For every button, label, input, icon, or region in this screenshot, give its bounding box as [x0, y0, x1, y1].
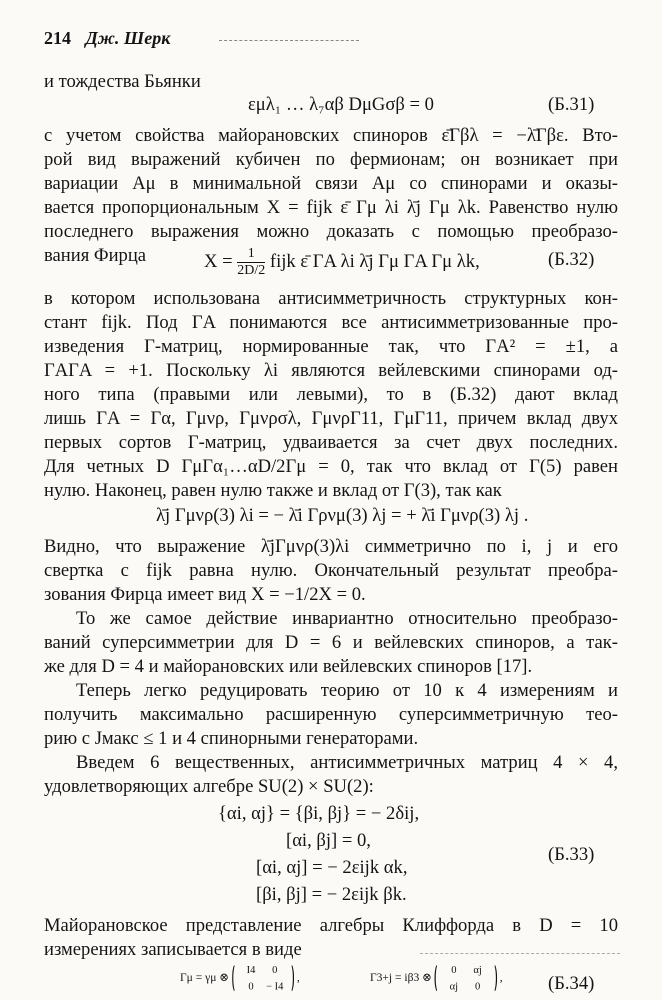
- equation-b32-fraction: [237, 246, 265, 279]
- text-line: ваний суперсимметрии для D = 6 и вейлевских спиноров, а так-: [44, 632, 618, 653]
- text-line: ΓAΓA = +1. Поскольку λi являются вейлевскими спинорами од-: [44, 360, 618, 381]
- text-line: Для четных D ΓμΓα₁…αD/2Γμ = 0, так что вклад от Γ(5) равен: [44, 456, 618, 477]
- equation-number-b33: (Б.33): [548, 844, 595, 865]
- matrix-cell: 0: [272, 963, 278, 976]
- equation-number-b31: (Б.31): [548, 94, 595, 115]
- fraction-numerator: 1: [237, 246, 265, 263]
- text-line: удовлетворяющих алгебре SU(2) × SU(2):: [44, 776, 374, 797]
- equation-b33-line2: [αi, βj] = 0,: [286, 830, 371, 851]
- text-line: изведения Γ-матриц, нормированные так, что ΓA² = ±1, а: [44, 336, 618, 357]
- equation-number-b34: (Б.34): [548, 973, 595, 994]
- text-line: с учетом свойства майорановских спиноров ε̄Γβλ = −λ̄Γβε. Вто-: [44, 125, 618, 146]
- equation-b34b-tail: ,: [499, 970, 503, 984]
- equation-gamma3: λ̄j Γμνρ(3) λi = − λ̄i Γρνμ(3) λj = + λ̄i Γμνρ(3) λj .: [156, 505, 529, 526]
- matrix-cell: 0: [451, 963, 457, 976]
- text-line: же для D = 4 и майорановских или вейлевских спиноров [17].: [44, 656, 533, 677]
- matrix-b34a: [232, 962, 294, 994]
- equation-b34-line1: [180, 962, 300, 994]
- text-line: свертка с fijk равна нулю. Окончательный результат преобра-: [44, 560, 618, 581]
- text-line: Теперь легко редуцировать теорию от 10 к 4 измерениям и: [76, 680, 618, 701]
- equation-b34b-lhs: Γ3+j = iβ3 ⊗: [370, 970, 432, 984]
- text-line: в котором использована антисимметричность структурных кон-: [44, 288, 618, 309]
- text-line: ного типа (правыми или левыми), то в (Б.32) дают вклад: [44, 384, 618, 405]
- equation-b33-line1: {αi, αj} = {βi, βj} = − 2δij,: [218, 803, 420, 824]
- text-line: последнего выражения можно доказать с помощью преобразо-: [44, 221, 618, 242]
- text-line: Введем 6 вещественных, антисимметричных матриц 4 × 4,: [76, 752, 618, 773]
- matrix-cell: 0: [474, 979, 481, 992]
- fraction-denominator: 2D/2: [237, 263, 266, 278]
- equation-b33-line3: [αi, αj] = − 2εijk αk,: [256, 857, 408, 878]
- matrix-cell: αj: [473, 963, 482, 976]
- text-line: Видно, что выражение λ̄jΓμνρ(3)λi симметрично по i, j и его: [44, 536, 618, 557]
- text-line: вания Фирца: [44, 245, 147, 266]
- scan-artifact-dash: [420, 953, 620, 954]
- equation-b34-line2: [370, 962, 503, 994]
- text-line: и тождества Бьянки: [44, 71, 201, 92]
- text-line: зования Фирца имеет вид X = −1/2X = 0.: [44, 584, 366, 605]
- running-header: [44, 28, 170, 49]
- text-line: лишь ΓA = Γα, Γμνρ, Γμνρσλ, ΓμνρΓ11, ΓμΓ11, причем вклад двух: [44, 408, 618, 429]
- matrix-b34b: [435, 962, 497, 994]
- text-line: стант fijk. Под ΓA понимаются все антисимметризованные про-: [44, 312, 618, 333]
- text-line: нулю. Наконец, равен нулю также и вклад от Γ(3), так как: [44, 480, 502, 501]
- text-line: рой вид выражений кубичен по фермионам; он возникает при: [44, 149, 618, 170]
- equation-b31: εμλ₁ … λ₇αβ DμGσβ = 0: [248, 94, 434, 115]
- text-line: вается пропорциональным X = fijk ε̄ Γμ λi λ̄j Γμ λk. Равенство нулю: [44, 197, 618, 218]
- text-line: первых сортов Γ-матриц, удваивается за счет двух последних.: [44, 432, 618, 453]
- text-line: измерениях записывается в виде: [44, 939, 302, 960]
- equation-b33-line4: [βi, βj] = − 2εijk βk.: [256, 884, 407, 905]
- equation-b34a-lhs: Γμ = γμ ⊗: [180, 970, 229, 984]
- equation-number-b32: (Б.32): [548, 249, 595, 270]
- equation-b32: [204, 246, 480, 279]
- matrix-cell: αj: [449, 979, 459, 992]
- header-rule: [219, 40, 359, 41]
- equation-b34a-tail: ,: [296, 970, 300, 984]
- running-author: Дж. Шерк: [85, 28, 171, 48]
- text-line: Майорановское представление алгебры Клиффорда в D = 10: [44, 915, 618, 936]
- matrix-cell: − I4: [266, 979, 284, 992]
- matrix-cell: I4: [246, 963, 256, 976]
- text-line: получить максимально расширенную суперсимметричную тео-: [44, 704, 618, 725]
- equation-b32-lhs: X =: [204, 250, 233, 272]
- matrix-cell: 0: [248, 979, 254, 992]
- equation-b32-rhs: fijk ε̄ ΓA λi λ̄j Γμ ΓA Γμ λk,: [269, 250, 480, 272]
- text-line: рию с Jмакс ≤ 1 и 4 спинорными генераторами.: [44, 728, 419, 749]
- text-line: вариации Aμ в минимальной связи Aμ со спинорами и оказы-: [44, 173, 618, 194]
- text-line: То же самое действие инвариантно относительно преобразо-: [76, 608, 618, 629]
- page-number: 214: [44, 28, 71, 48]
